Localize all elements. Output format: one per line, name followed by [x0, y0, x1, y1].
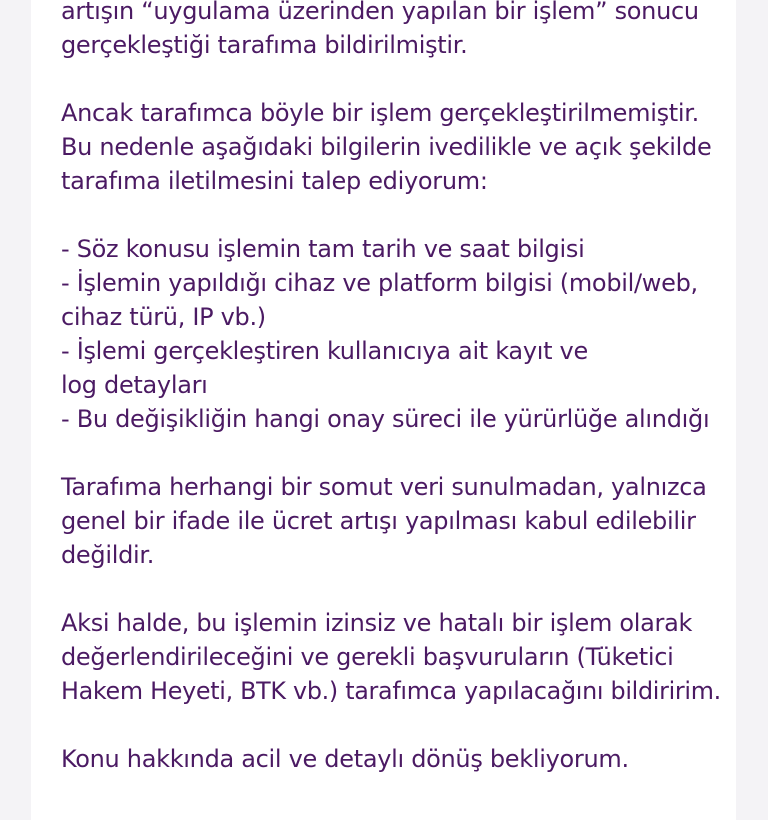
message-line: genel bir ifade ile ücret artışı yapılması kabul edilebilir: [61, 507, 696, 535]
message-body: [61, 0, 721, 776]
list-item: - Bu değişikliğin hangi onay süreci ile yürürlüğe alındığı: [61, 405, 710, 433]
list-item-continuation: cihaz türü, IP vb.): [61, 303, 266, 331]
message-line: tarafıma iletilmesini talep ediyorum:: [61, 167, 488, 195]
list-item: - İşlemin yapıldığı cihaz ve platform bilgisi (mobil/web,: [61, 269, 698, 297]
message-line: Hakem Heyeti, BTK vb.) tarafımca yapılacağını bildiririm.: [61, 677, 721, 705]
message-card: [31, 0, 736, 820]
paragraph-gap: [61, 198, 721, 232]
message-line: Ancak tarafımca böyle bir işlem gerçekleştirilmemiştir.: [61, 99, 699, 127]
list-item: - İşlemi gerçekleştiren kullanıcıya ait kayıt ve: [61, 337, 588, 365]
message-line: Bu nedenle aşağıdaki bilgilerin ivedilikle ve açık şekilde: [61, 133, 712, 161]
message-line: gerçekleştiği tarafıma bildirilmiştir.: [61, 31, 468, 59]
paragraph-gap: [61, 62, 721, 96]
paragraph-gap: [61, 572, 721, 606]
list-item: - Söz konusu işlemin tam tarih ve saat bilgisi: [61, 235, 585, 263]
message-line: değerlendirileceğini ve gerekli başvuruların (Tüketici: [61, 643, 674, 671]
message-line: değildir.: [61, 541, 155, 569]
paragraph-gap: [61, 436, 721, 470]
message-line: artışın “uygulama üzerinden yapılan bir işlem” sonucu: [61, 0, 699, 25]
list-item-continuation: log detayları: [61, 371, 208, 399]
message-line: Konu hakkında acil ve detaylı dönüş bekliyorum.: [61, 745, 629, 773]
message-line: Aksi halde, bu işlemin izinsiz ve hatalı bir işlem olarak: [61, 609, 693, 637]
message-line: Tarafıma herhangi bir somut veri sunulmadan, yalnızca: [61, 473, 707, 501]
paragraph-gap: [61, 708, 721, 742]
